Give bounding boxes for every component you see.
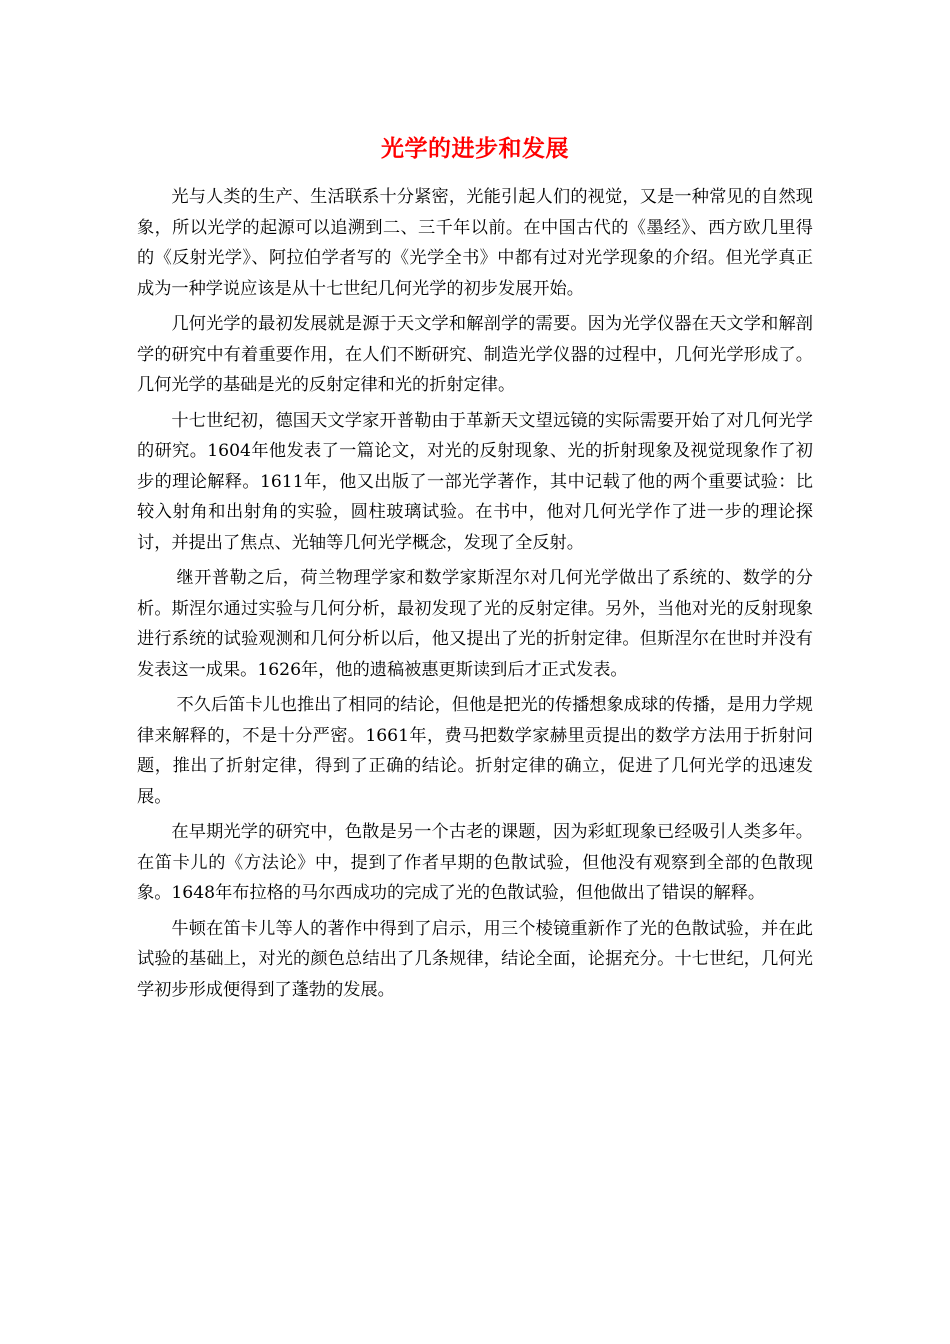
paragraph-4: 继开普勒之后，荷兰物理学家和数学家斯涅尔对几何光学做出了系统的、数学的分析。斯涅尔通过实验与几何分析，最初发现了光的反射定律。另外，当他对光的反射现象进行系统的试验观测和几何分析以后，他又提出了光的折射定律。但斯涅尔在世时并没有发表这一成果。1626年，他的遗稿被惠更斯读到后才正式发表。 xyxy=(137,568,813,680)
paragraph-2: 几何光学的最初发展就是源于天文学和解剖学的需要。因为光学仪器在天文学和解剖学的研究中有着重要作用，在人们不断研究、制造光学仪器的过程中，几何光学形成了。几何光学的基础是光的反射定律和光的折射定律。 xyxy=(137,314,813,395)
paragraph-5: 不久后笛卡儿也推出了相同的结论，但他是把光的传播想象成球的传播，是用力学规律来解释的，不是十分严密。1661年，费马把数学家赫里贡提出的数学方法用于折射问题，推出了折射定律，得到了正确的结论。折射定律的确立，促进了几何光学的迅速发展。 xyxy=(137,695,813,807)
paragraph-6: 在早期光学的研究中，色散是另一个古老的课题，因为彩虹现象已经吸引人类多年。在笛卡儿的《方法论》中，提到了作者早期的色散试验，但他没有观察到全部的色散现象。1648年布拉格的马尔西成功的完成了光的色散试验，但他做出了错误的解释。 xyxy=(137,822,813,903)
page-title: 光学的进步和发展 xyxy=(381,135,569,162)
paragraph-3: 十七世纪初，德国天文学家开普勒由于革新天文望远镜的实际需要开始了对几何光学的研究。1604年他发表了一篇论文，对光的反射现象、光的折射现象及视觉现象作了初步的理论解释。1611年，他又出版了一部光学著作，其中记载了他的两个重要试验：比较入射角和出射角的实验，圆柱玻璃试验。在书中，他对几何光学作了进一步的理论探讨，并提出了焦点、光轴等几何光学概念，发现了全反射。 xyxy=(137,410,813,553)
article-body xyxy=(137,182,813,1010)
paragraph-1: 光与人类的生产、生活联系十分紧密，光能引起人们的视觉，又是一种常见的自然现象，所以光学的起源可以追溯到二、三千年以前。在中国古代的《墨经》、西方欧几里得的《反射光学》、阿拉伯学者写的《光学全书》中都有过对光学现象的介绍。但光学真正成为一种学说应该是从十七世纪几何光学的初步发展开始。 xyxy=(137,187,813,299)
paragraph-7: 牛顿在笛卡儿等人的著作中得到了启示，用三个棱镜重新作了光的色散试验，并在此试验的基础上，对光的颜色总结出了几条规律，结论全面，论据充分。十七世纪，几何光学初步形成便得到了蓬勃的发展。 xyxy=(137,918,813,1000)
